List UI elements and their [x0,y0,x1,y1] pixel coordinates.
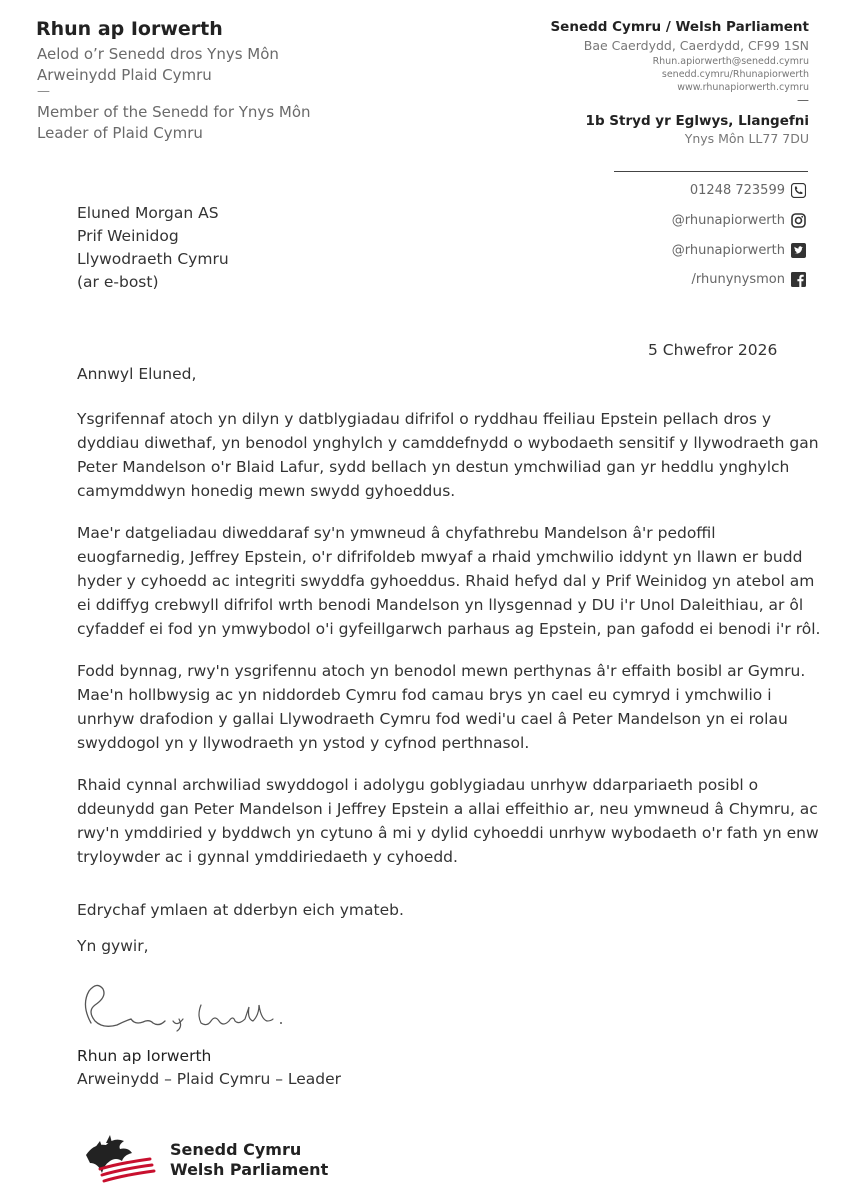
sender-name: Rhun ap Iorwerth [36,18,223,40]
twitter-handle: @rhunapiorwerth [671,243,785,258]
paragraph-line: Fodd bynnag, rwy'n ysgrifennu atoch yn benodol mewn perthynas â'r effaith bosibl ar Gymru. [77,662,806,680]
sender-role-welsh: Aelod o’r Senedd dros Ynys Môn [37,45,279,63]
body-paragraph [77,659,806,755]
paragraph-line: euogfarnedig, Jeffrey Epstein, o'r difrifoldeb mwyaf a rhaid ymchwilio iddynt yn llawn er budd [77,548,803,566]
paragraph-line: camymddwyn honedig mewn swydd gyhoeddus. [77,482,456,500]
contact-facebook [692,272,806,287]
sender-role-english: Member of the Senedd for Ynys Môn [37,103,311,121]
facebook-icon [791,272,806,287]
footer-parliament-english: Welsh Parliament [170,1160,329,1179]
instagram-handle: @rhunapiorwerth [671,213,785,228]
paragraph-line: Peter Mandelson o'r Blaid Lafur, sydd bellach yn destun ymchwiliad gan yr heddlu ynghylch [77,458,790,476]
office-address-title: 1b Stryd yr Eglwys, Llangefni [585,113,809,129]
signatory-name: Rhun ap Iorwerth [77,1047,212,1065]
address-title: Senedd Cymru / Welsh Parliament [550,19,809,35]
body-paragraph [77,407,819,503]
sender-divider: — [37,84,50,99]
paragraph-line: Mae'n hollbwysig ac yn niddordeb Cymru fod camau brys yn cael eu cymryd i ymchwilio i [77,686,772,704]
contact-instagram [672,213,806,228]
paragraph-line: Rhaid cynnal archwiliad swyddogol i adolygu goblygiadau unrhyw ddarpariaeth posibl o [77,776,759,794]
contact-divider [614,171,808,172]
sign-off: Yn gywir, [77,937,149,955]
paragraph-line: ei ddiffyg crebwyll difrifol wrth benodi Mandelson yn llysgennad y DU i'r Unol Daleithiau, ar ôl [77,596,804,614]
paragraph-line: Mae'r datgeliadau diweddaraf sy'n ymwneud â chyfathrebu Mandelson â'r pedoffil [77,524,716,542]
phone-icon [791,183,806,198]
paragraph-line: rwy'n ymddiried y byddwch yn cytuno â mi y dylid cyhoeddi unrhyw wybodaeth o'r fath yn enw [77,824,819,842]
recipient-delivery-note: (ar e-bost) [77,273,159,291]
address-website-2: www.rhunapiorwerth.cymru [677,82,809,93]
phone-number: 01248 723599 [689,183,785,198]
office-address-line: Ynys Môn LL77 7DU [684,131,809,146]
address-divider: — [797,93,809,107]
paragraph-line: dyddiau diwethaf, yn benodol ynghylch y camddefnydd o wybodaeth sensitif y llywodraeth gan [77,434,819,452]
body-paragraph [77,521,821,641]
address-email: Rhun.apiorwerth@senedd.cymru [652,56,809,67]
letter-date: 5 Chwefror 2026 [648,341,778,359]
paragraph-line: tryloywder ac i gynnal ymddiriedaeth y cyhoedd. [77,848,458,866]
sender-party-welsh: Arweinydd Plaid Cymru [37,66,212,84]
paragraph-line: unrhyw drafodion y gallai Llywodraeth Cymru fod wedi'u cael â Peter Mandelson yn ei rolau [77,710,788,728]
contact-phone [690,183,806,198]
paragraph-line: Ysgrifennaf atoch yn dilyn y datblygiadau difrifol o ryddhau ffeiliau Epstein pellach dros y [77,410,771,428]
paragraph-line: ddeunydd gan Peter Mandelson i Jeffrey Epstein a allai effeithio ar, neu ymwneud â Chymru, ac [77,800,818,818]
recipient-organisation: Llywodraeth Cymru [77,250,229,268]
salutation: Annwyl Eluned, [77,365,197,383]
instagram-icon [791,213,806,228]
address-line: Bae Caerdydd, Caerdydd, CF99 1SN [583,38,809,53]
paragraph-line: hyder y cyhoedd ac integriti swyddfa gyhoeddus. Rhaid hefyd dal y Prif Weinidog yn atebol am [77,572,815,590]
footer-parliament-welsh: Senedd Cymru [170,1140,302,1159]
body-paragraph [77,773,819,869]
recipient-title: Prif Weinidog [77,227,179,245]
contact-twitter [672,243,806,258]
senedd-dragon-logo [80,1133,158,1185]
closing-line: Edrychaf ymlaen at dderbyn eich ymateb. [77,901,404,919]
address-website: senedd.cymru/Rhunapiorwerth [661,69,809,80]
sender-party-english: Leader of Plaid Cymru [37,124,203,142]
handwritten-signature [73,975,293,1035]
paragraph-line: swyddogol yn y llywodraeth yn ystod y cyfnod perthnasol. [77,734,530,752]
facebook-handle: /rhunynysmon [691,272,785,287]
twitter-icon [791,243,806,258]
paragraph-line: cyfaddef ei fod yn ymwybodol o'i gyfeillgarwch parhaus ag Epstein, pan gafodd ei benodi i'r rôl. [77,620,821,638]
signatory-title: Arweinydd – Plaid Cymru – Leader [77,1070,342,1088]
recipient-name: Eluned Morgan AS [77,204,219,222]
